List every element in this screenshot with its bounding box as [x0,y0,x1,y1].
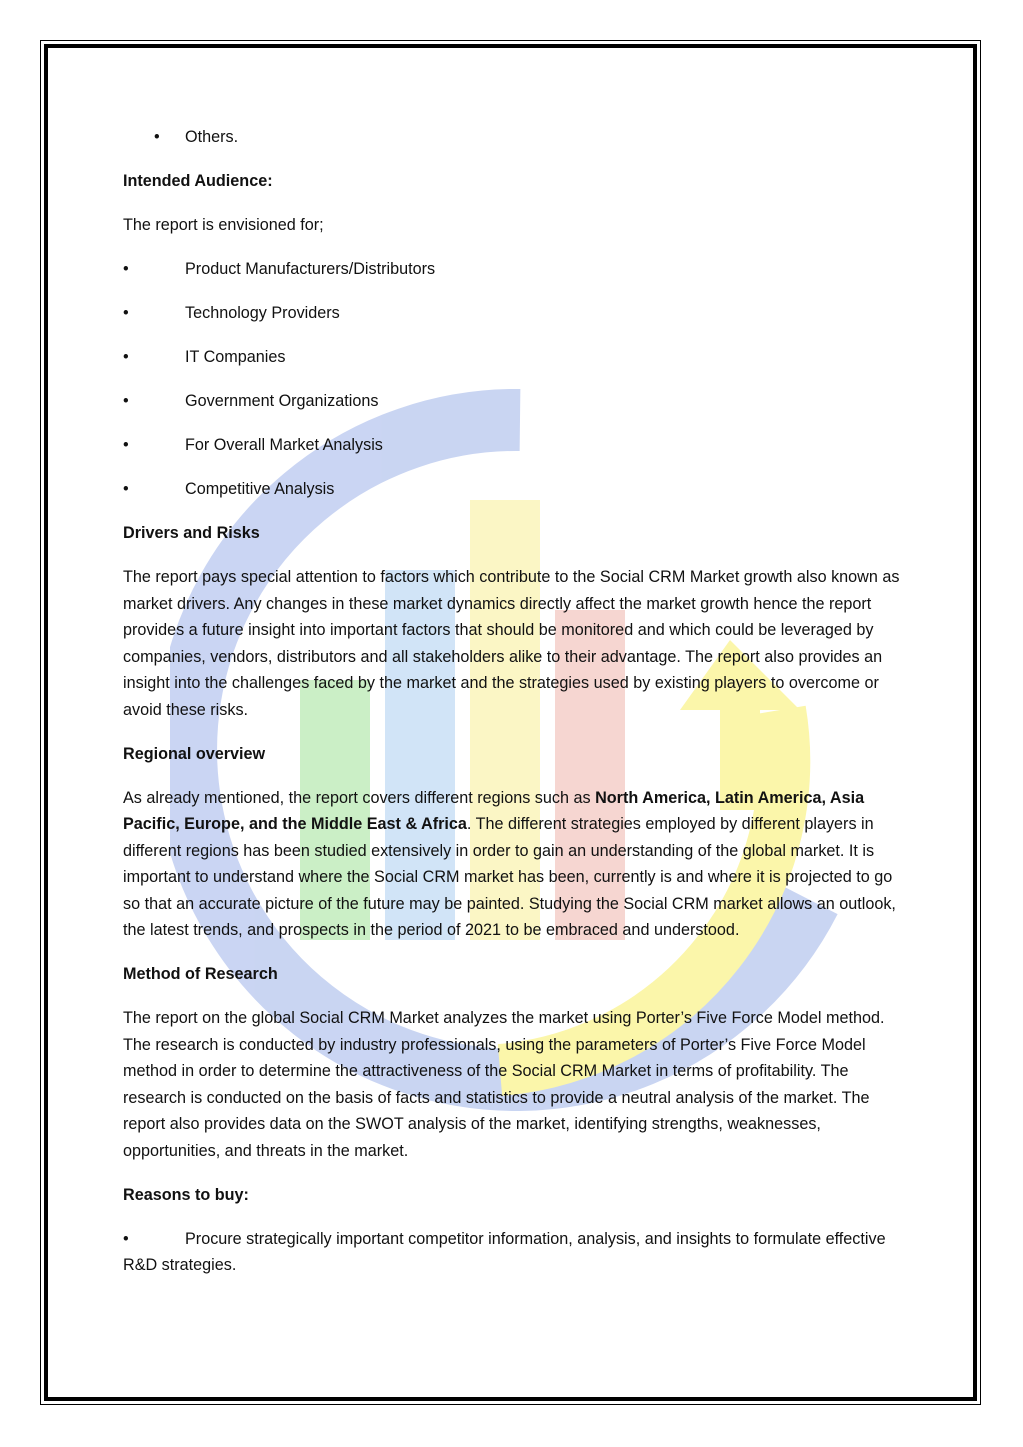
audience-item [123,476,903,503]
bullet: • [123,304,129,322]
drivers-paragraph: The report pays special attention to factors which contribute to the Social CRM Market growth also known as market drivers. Any changes in these market dynamics directly affect the market growth hence the report provides a future insight into important factors that should be monitored and which could be leveraged by companies, vendors, distributors and all stakeholders alike to their advantage. The report also provides an insight into the challenges faced by the market and the strategies used by existing players to overcome or avoid these risks. [123,568,900,719]
list-item-others [123,124,903,151]
reason-item [123,1226,903,1279]
regional-text-prefix: As already mentioned, the report covers different regions such as [123,788,596,807]
regional-heading: Regional overview [123,744,266,763]
intended-audience-intro: The report is envisioned for; [123,216,324,234]
intended-audience-heading: Intended Audience: [123,172,273,190]
audience-item-text: IT Companies [185,348,286,366]
bullet: • [154,128,160,146]
bullet: • [123,436,129,454]
reasons-heading: Reasons to buy: [123,1185,249,1204]
audience-item [123,344,903,371]
audience-item-text: For Overall Market Analysis [185,436,383,454]
audience-item-text: Government Organizations [185,392,379,410]
regional-regions-bold: North America, Latin America, Asia Pacific, Europe, and the Middle East & Africa [123,788,865,833]
reason-item-text: Procure strategically important competitor information, analysis, and insights to formulate effective R&D strategies. [123,1229,886,1274]
audience-item [123,432,903,459]
audience-item [123,256,903,283]
drivers-heading: Drivers and Risks [123,524,260,542]
audience-item-text: Technology Providers [185,304,340,322]
list-item-text: Others. [185,128,239,146]
regional-paragraph [123,785,903,944]
audience-item [123,388,903,415]
document-body [123,124,903,1296]
audience-item-text: Product Manufacturers/Distributors [185,260,436,278]
bullet: • [123,392,129,410]
bullet: • [123,480,129,498]
audience-item [123,300,903,327]
audience-item-text: Competitive Analysis [185,480,335,498]
regional-text-suffix: . The different strategies employed by different players in different regions has been studied extensively in order to gain an understanding of the global market. It is important to understand where the Social CRM market has been, currently is and where it is projected to go so that an accurate picture of the future may be painted. Studying the Social CRM market allows an outlook, the latest trends, and prospects in the period of 2021 to be embraced and understood. [123,815,896,939]
method-heading: Method of Research [123,965,278,983]
method-paragraph: The report on the global Social CRM Market analyzes the market using Porter’s Five Force Model method. The research is conducted by industry professionals, using the parameters of Porter’s Five Force Model method in order to determine the attractiveness of the Social CRM Market in terms of profitability. The research is conducted on the basis of facts and statistics to provide a neutral analysis of the market. The report also provides data on the SWOT analysis of the market, identifying strengths, weaknesses, opportunities, and threats in the market. [123,1009,885,1160]
bullet: • [123,1229,129,1248]
bullet: • [123,260,129,278]
bullet: • [123,348,129,366]
